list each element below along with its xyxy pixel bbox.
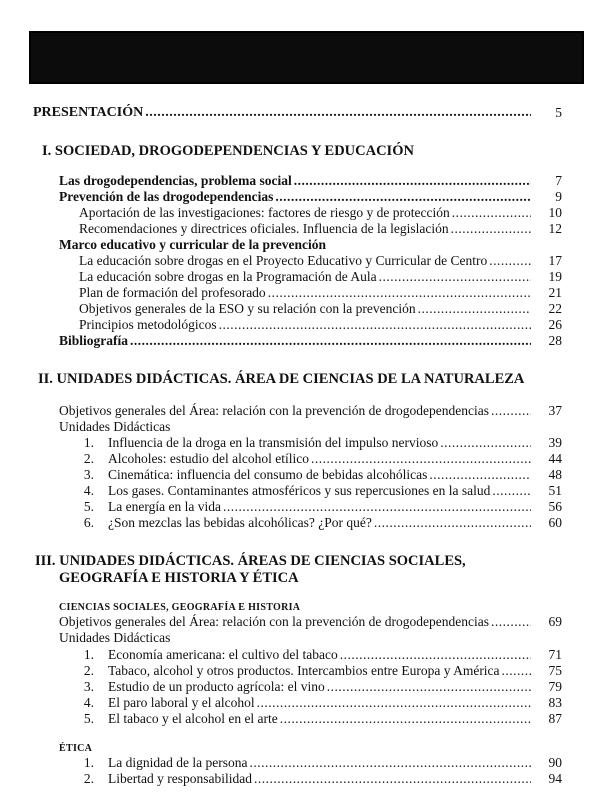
page-number: 79: [548, 679, 562, 694]
page-number: 7: [555, 173, 562, 188]
section-title: III. UNIDADES DIDÁCTICAS. ÁREAS DE CIENCIAS SOCIALES,: [35, 553, 466, 569]
page-number: 94: [548, 771, 562, 786]
unit-number: 4.: [83, 695, 94, 710]
toc-entry[interactable]: Las drogodependencias, problema social .....: [59, 173, 533, 189]
unit-number: 6.: [83, 515, 94, 530]
unit-number: 5.: [83, 711, 94, 726]
page-number: 17: [548, 253, 562, 268]
toc-entry[interactable]: Bibliografía .....: [59, 333, 533, 349]
toc-entry[interactable]: El tabaco y el alcohol en el arte .....: [108, 711, 533, 727]
toc-entry[interactable]: Influencia de la droga en la transmisión del impulso nervioso .....: [108, 435, 533, 451]
toc-entry[interactable]: El paro laboral y el alcohol .....: [108, 695, 533, 711]
toc-entry[interactable]: Alcoholes: estudio del alcohol etílico .....: [108, 451, 533, 467]
page-number: 22: [548, 301, 562, 316]
toc-entry[interactable]: La educación sobre drogas en el Proyecto Educativo y Curricular de Centro .....: [79, 253, 533, 269]
toc-subheading[interactable]: Marco educativo y curricular de la prevención: [59, 237, 326, 252]
unit-number: 2.: [83, 451, 94, 466]
section-title: II. UNIDADES DIDÁCTICAS. ÁREA DE CIENCIAS DE LA NATURALEZA: [38, 371, 525, 387]
page-number: 75: [548, 663, 562, 678]
page-number: 56: [548, 499, 562, 514]
page-number: 28: [548, 333, 562, 348]
units-label: Unidades Didácticas: [59, 419, 171, 434]
toc-entry[interactable]: La educación sobre drogas en la Programación de Aula .....: [79, 269, 533, 285]
page-number: 9: [555, 189, 562, 204]
unit-number: 2.: [83, 771, 94, 786]
toc-entry[interactable]: Los gases. Contaminantes atmosféricos y sus repercusiones en la salud .....: [108, 483, 533, 499]
subsection-label: ÉTICA: [59, 743, 93, 754]
unit-number: 3.: [83, 679, 94, 694]
toc-entry[interactable]: Libertad y responsabilidad .....: [108, 771, 533, 787]
toc-entry[interactable]: Principios metodológicos .....: [79, 317, 533, 333]
toc-entry[interactable]: Estudio de un producto agrícola: el vino .....: [108, 679, 533, 695]
page-number: 69: [548, 614, 562, 629]
toc-entry[interactable]: Economía americana: el cultivo del tabaco .....: [108, 647, 533, 663]
page-number: 60: [548, 515, 562, 530]
toc-entry[interactable]: Prevención de las drogodependencias .....: [59, 189, 533, 205]
page-number: 90: [548, 755, 562, 770]
page-number: 37: [548, 403, 562, 418]
toc-entry[interactable]: La energía en la vida .....: [108, 499, 533, 515]
page-number: 44: [548, 451, 562, 466]
unit-number: 2.: [83, 663, 94, 678]
toc-entry[interactable]: Tabaco, alcohol y otros productos. Intercambios entre Europa y América .....: [108, 663, 533, 679]
page-number: 39: [548, 435, 562, 450]
header-black-bar: [29, 31, 584, 84]
page-number: 26: [548, 317, 562, 332]
unit-number: 1.: [83, 755, 94, 770]
page-number: 19: [548, 269, 562, 284]
toc-entry[interactable]: Objetivos generales del Área: relación con la prevención de drogodependencias .....: [59, 614, 533, 630]
page-number: 12: [548, 221, 562, 236]
page-number: 71: [548, 647, 562, 662]
unit-number: 1.: [83, 435, 94, 450]
toc-entry[interactable]: Plan de formación del profesorado .....: [79, 285, 533, 301]
subsection-label: CIENCIAS SOCIALES, GEOGRAFÍA E HISTORIA: [59, 602, 301, 613]
units-label: Unidades Didácticas: [59, 630, 171, 645]
unit-number: 4.: [83, 483, 94, 498]
page-number: 87: [548, 711, 562, 726]
toc-entry[interactable]: Cinemática: influencia del consumo de bebidas alcohólicas .....: [108, 467, 533, 483]
toc-entry[interactable]: ¿Son mezclas las bebidas alcohólicas? ¿Por qué? .....: [108, 515, 533, 531]
toc-entry[interactable]: Objetivos generales de la ESO y su relación con la prevención .....: [79, 301, 533, 317]
page-number: 10: [548, 205, 562, 220]
page-number: 48: [548, 467, 562, 482]
page-number: 21: [548, 285, 562, 300]
section-title-line2: GEOGRAFÍA E HISTORIA Y ÉTICA: [59, 570, 299, 586]
section-title: I. SOCIEDAD, DROGODEPENDENCIAS Y EDUCACIÓN: [42, 143, 414, 159]
unit-number: 5.: [83, 499, 94, 514]
page-number: 83: [548, 695, 562, 710]
page-number: 5: [555, 105, 562, 120]
unit-number: 3.: [83, 467, 94, 482]
toc-presentacion[interactable]: PRESENTACIÓN .....: [33, 105, 533, 121]
toc-entry[interactable]: Aportación de las investigaciones: factores de riesgo y de protección .....: [79, 205, 533, 221]
page-number: 51: [548, 483, 562, 498]
toc-entry[interactable]: Recomendaciones y directrices oficiales. Influencia de la legislación .....: [79, 221, 533, 237]
toc-entry[interactable]: Objetivos generales del Área: relación con la prevención de drogodependencias .....: [59, 403, 533, 419]
unit-number: 1.: [83, 647, 94, 662]
toc-entry[interactable]: La dignidad de la persona .....: [108, 755, 533, 771]
